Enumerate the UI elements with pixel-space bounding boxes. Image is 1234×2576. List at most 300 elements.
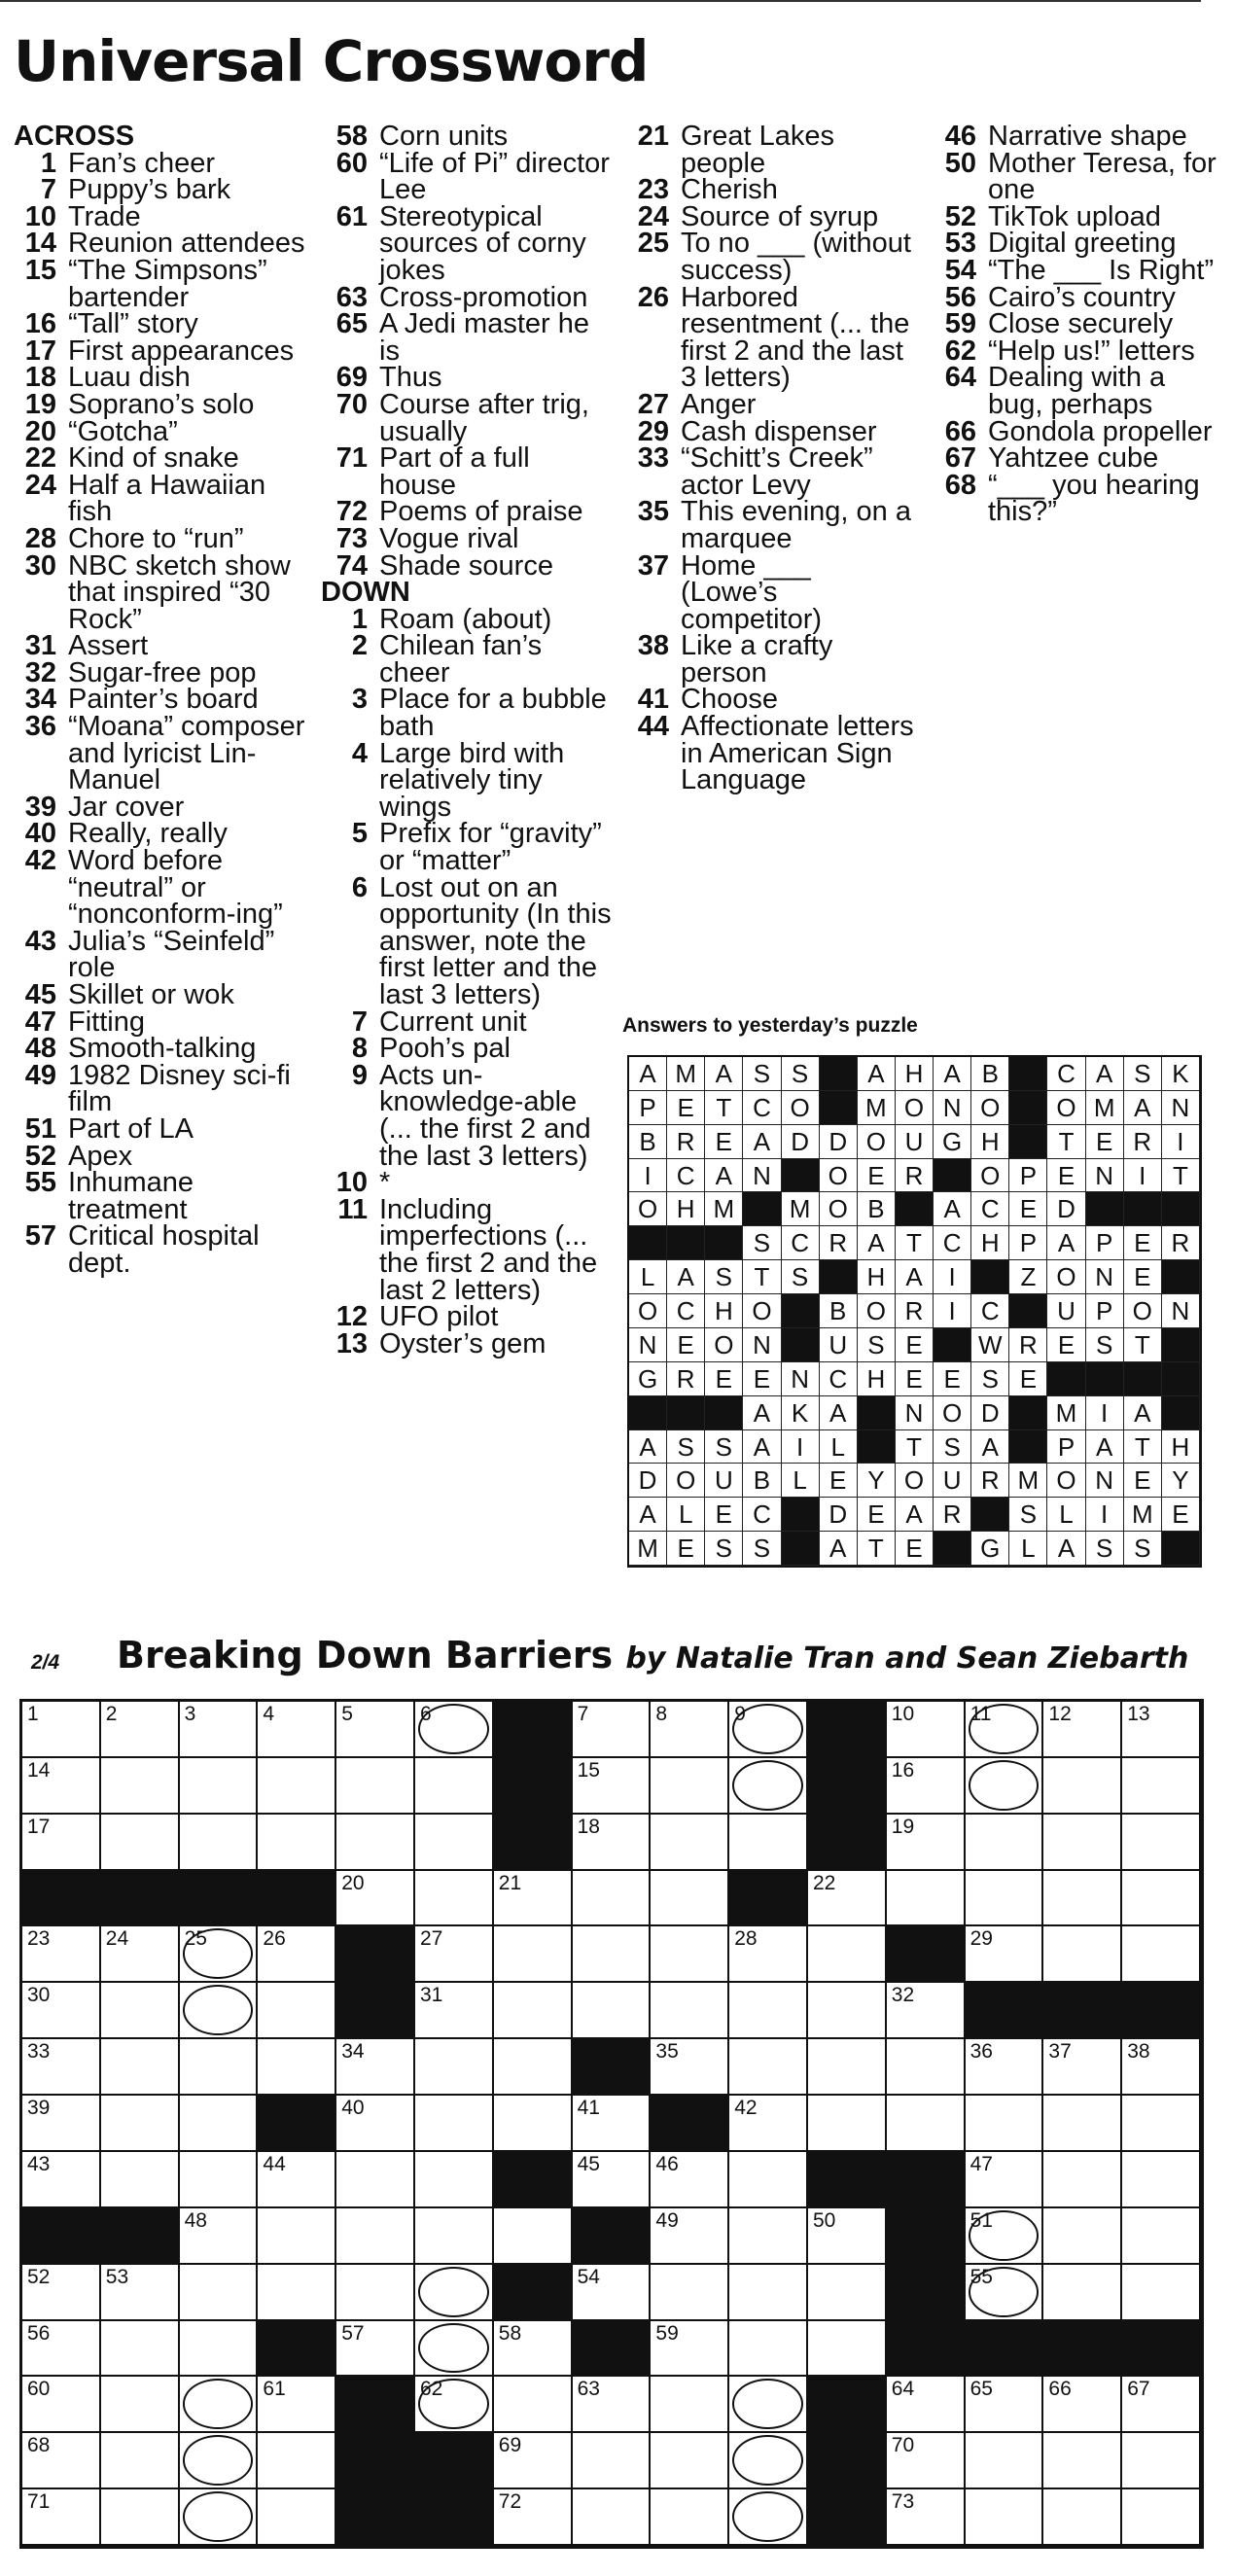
grid-cell[interactable] (258, 1815, 336, 1871)
down-clue-41[interactable] (622, 684, 914, 716)
grid-cell[interactable] (1122, 2489, 1201, 2546)
grid-cell[interactable] (101, 2039, 180, 2096)
across-clue-45[interactable] (14, 979, 315, 1010)
grid-cell[interactable] (415, 1983, 494, 2039)
across-clue-58[interactable] (321, 121, 613, 152)
across-clue-74[interactable] (321, 549, 613, 582)
down-clue-3[interactable] (321, 684, 613, 743)
cell-number: 2 (105, 1703, 118, 1725)
grid-cell[interactable] (651, 2265, 729, 2321)
across-clue-32[interactable] (14, 656, 315, 688)
across-clue-72[interactable] (321, 496, 613, 528)
black-square (573, 2208, 652, 2265)
grid-cell[interactable] (966, 2208, 1044, 2265)
grid-cell[interactable] (573, 2433, 652, 2489)
across-clue-69[interactable] (321, 362, 613, 394)
grid-cell[interactable] (651, 2377, 729, 2433)
grid-cell[interactable] (729, 2377, 808, 2433)
grid-cell[interactable] (1122, 2096, 1201, 2152)
grid-cell[interactable] (1122, 2208, 1201, 2265)
grid-cell[interactable] (966, 1758, 1044, 1815)
answer-cell: E (1009, 1192, 1047, 1226)
grid-cell[interactable] (1122, 2265, 1201, 2321)
grid-cell[interactable] (808, 2321, 887, 2378)
across-clue-30[interactable] (14, 549, 315, 635)
grid-cell[interactable] (101, 1926, 180, 1983)
grid-cell[interactable] (336, 2039, 415, 2096)
grid-cell[interactable] (258, 1702, 336, 1758)
grid-cell[interactable] (808, 2208, 887, 2265)
grid-cell[interactable] (1122, 1926, 1201, 1983)
grid-cell[interactable] (729, 1702, 808, 1758)
grid-cell[interactable] (887, 2039, 966, 2096)
grid-cell[interactable] (651, 1815, 729, 1871)
grid-cell[interactable] (180, 1983, 259, 2039)
grid-cell[interactable] (729, 2433, 808, 2489)
answer-black-square (934, 1159, 971, 1193)
grid-cell[interactable] (258, 2039, 336, 2096)
grid-cell[interactable] (180, 2377, 259, 2433)
grid-cell[interactable] (573, 2096, 652, 2152)
across-clue-57[interactable] (14, 1220, 315, 1279)
grid-cell[interactable] (1122, 2377, 1201, 2433)
clue-text: Thus (379, 362, 442, 394)
grid-cell[interactable] (573, 1926, 652, 1983)
cell-number: 71 (27, 2490, 51, 2514)
grid-cell[interactable] (180, 1702, 259, 1758)
grid-cell[interactable] (808, 1983, 887, 2039)
down-clue-66[interactable] (930, 415, 1221, 447)
grid-cell[interactable] (808, 1871, 887, 1927)
across-clue-15[interactable] (14, 254, 315, 313)
down-clue-59[interactable] (930, 308, 1221, 340)
grid-cell[interactable] (651, 2152, 729, 2208)
down-clue-23[interactable] (622, 174, 914, 206)
across-clue-14[interactable] (14, 230, 315, 258)
grid-cell[interactable] (887, 2096, 966, 2152)
across-clue-19[interactable] (14, 388, 315, 420)
grid-cell[interactable] (180, 2489, 259, 2546)
grid-cell[interactable] (887, 1702, 966, 1758)
across-clue-63[interactable] (321, 281, 613, 313)
black-square (1043, 2321, 1122, 2378)
grid-cell[interactable] (1043, 2039, 1122, 2096)
across-clue-16[interactable] (14, 308, 315, 340)
grid-cell[interactable] (180, 2433, 259, 2489)
grid-cell[interactable] (1043, 2433, 1122, 2489)
grid-cell[interactable] (494, 2433, 573, 2489)
grid-cell[interactable] (180, 1758, 259, 1815)
grid-cell[interactable] (966, 2433, 1044, 2489)
down-clue-26[interactable] (622, 281, 914, 394)
clue-text: “Gotcha” (68, 415, 178, 447)
grid-cell[interactable] (180, 2152, 259, 2208)
across-clue-10[interactable] (14, 200, 315, 232)
grid-cell[interactable] (887, 2489, 966, 2546)
grid-cell[interactable] (808, 2265, 887, 2321)
grid-cell[interactable] (887, 1983, 966, 2039)
cell-number: 35 (655, 2040, 679, 2064)
grid-cell[interactable] (1043, 1815, 1122, 1871)
across-clue-1[interactable] (14, 147, 315, 179)
answer-cell: S (743, 1532, 781, 1566)
grid-cell[interactable] (180, 1815, 259, 1871)
grid-cell[interactable] (966, 2096, 1044, 2152)
grid-cell[interactable] (1122, 1702, 1201, 1758)
answer-cell: E (934, 1362, 971, 1396)
grid-cell[interactable] (180, 2039, 259, 2096)
grid-cell[interactable] (494, 2321, 573, 2378)
grid-cell[interactable] (258, 1926, 336, 1983)
clue-text: Part of a full house (379, 442, 530, 501)
grid-cell[interactable] (101, 1983, 180, 2039)
down-clue-9[interactable] (321, 1059, 613, 1172)
across-clue-48[interactable] (14, 1033, 315, 1065)
grid-cell[interactable] (22, 2265, 101, 2321)
grid-cell[interactable] (651, 1983, 729, 2039)
grid-cell[interactable] (966, 2265, 1044, 2321)
grid-cell[interactable] (1043, 2489, 1122, 2546)
grid-cell[interactable] (22, 2096, 101, 2152)
grid-cell[interactable] (101, 2152, 180, 2208)
down-clue-11[interactable] (321, 1193, 613, 1306)
grid-cell[interactable] (415, 2265, 494, 2321)
answer-cell: C (782, 1226, 820, 1260)
grid-cell[interactable] (573, 2265, 652, 2321)
clue-text: * (379, 1167, 391, 1199)
across-clue-39[interactable] (14, 791, 315, 823)
grid-cell[interactable] (729, 2321, 808, 2378)
clue-number: 38 (637, 630, 669, 662)
grid-cell[interactable] (1122, 2152, 1201, 2208)
grid-cell[interactable] (415, 1871, 494, 1927)
grid-cell[interactable] (258, 1758, 336, 1815)
grid-cell[interactable] (415, 2039, 494, 2096)
grid-cell[interactable] (651, 2489, 729, 2546)
across-clue-18[interactable] (14, 362, 315, 394)
grid-cell[interactable] (1043, 2152, 1122, 2208)
clue-number: 40 (24, 818, 56, 850)
grid-cell[interactable] (22, 2489, 101, 2546)
grid-cell[interactable] (22, 2433, 101, 2489)
grid-cell[interactable] (258, 2208, 336, 2265)
grid-cell[interactable] (336, 2208, 415, 2265)
grid-cell[interactable] (729, 2152, 808, 2208)
down-clue-33[interactable] (622, 442, 914, 501)
grid-cell[interactable] (22, 1758, 101, 1815)
grid-cell[interactable] (1043, 2377, 1122, 2433)
grid-cell[interactable] (1122, 1758, 1201, 1815)
grid-cell[interactable] (180, 2208, 259, 2265)
down-clue-10[interactable] (321, 1167, 613, 1199)
grid-cell[interactable] (966, 2489, 1044, 2546)
across-clue-70[interactable] (321, 388, 613, 447)
grid-cell[interactable] (494, 2039, 573, 2096)
grid-cell[interactable] (494, 1983, 573, 2039)
grid-cell[interactable] (729, 2039, 808, 2096)
grid-cell[interactable] (966, 1871, 1044, 1927)
grid-cell[interactable] (651, 2039, 729, 2096)
grid-cell[interactable] (1043, 1702, 1122, 1758)
grid-cell[interactable] (336, 2321, 415, 2378)
grid-cell[interactable] (494, 1926, 573, 1983)
grid-cell[interactable] (101, 1702, 180, 1758)
grid-cell[interactable] (494, 2377, 573, 2433)
across-clue-71[interactable] (321, 442, 613, 501)
across-clue-17[interactable] (14, 335, 315, 367)
grid-cell[interactable] (101, 1815, 180, 1871)
grid-cell[interactable] (101, 2489, 180, 2546)
grid-cell[interactable] (22, 2039, 101, 2096)
grid-cell[interactable] (573, 1815, 652, 1871)
grid-cell[interactable] (1122, 1871, 1201, 1927)
down-clue-29[interactable] (622, 415, 914, 447)
clue-number: 58 (335, 121, 368, 152)
grid-cell[interactable] (1122, 2433, 1201, 2489)
grid-cell[interactable] (22, 1702, 101, 1758)
grid-cell[interactable] (415, 1702, 494, 1758)
grid-cell[interactable] (494, 2208, 573, 2265)
down-clue-50[interactable] (930, 147, 1221, 206)
across-clue-61[interactable] (321, 200, 613, 286)
grid-cell[interactable] (573, 1702, 652, 1758)
grid-cell[interactable] (22, 1815, 101, 1871)
across-clue-31[interactable] (14, 630, 315, 662)
grid-cell[interactable] (966, 2377, 1044, 2433)
across-clue-24[interactable] (14, 469, 315, 528)
down-clue-54[interactable] (930, 254, 1221, 286)
answer-cell: R (934, 1498, 971, 1532)
down-clue-56[interactable] (930, 281, 1221, 313)
down-clue-68[interactable] (930, 469, 1221, 528)
down-clue-4[interactable] (321, 737, 613, 823)
down-clue-7[interactable] (321, 1006, 613, 1038)
grid-cell[interactable] (966, 1926, 1044, 1983)
grid-cell[interactable] (1043, 1926, 1122, 1983)
grid-cell[interactable] (336, 2265, 415, 2321)
grid-cell[interactable] (808, 2039, 887, 2096)
grid-cell[interactable] (729, 2096, 808, 2152)
grid-cell[interactable] (887, 1871, 966, 1927)
across-clue-42[interactable] (14, 845, 315, 931)
grid-cell[interactable] (415, 1758, 494, 1815)
grid-cell[interactable] (258, 2433, 336, 2489)
across-clue-52[interactable] (14, 1140, 315, 1172)
grid-cell[interactable] (729, 2208, 808, 2265)
grid-cell[interactable] (415, 2096, 494, 2152)
answer-cell: M (782, 1192, 820, 1226)
clue-number: 2 (351, 630, 368, 662)
grid-cell[interactable] (101, 2321, 180, 2378)
grid-cell[interactable] (966, 2152, 1044, 2208)
grid-cell[interactable] (887, 2377, 966, 2433)
grid-cell[interactable] (415, 1926, 494, 1983)
answer-cell: B (629, 1125, 667, 1159)
answer-black-square (934, 1532, 971, 1566)
grid-cell[interactable] (1122, 2039, 1201, 2096)
grid-cell[interactable] (573, 1871, 652, 1927)
grid-cell[interactable] (651, 1926, 729, 1983)
grid-cell[interactable] (415, 2321, 494, 2378)
across-clue-65[interactable] (321, 308, 613, 367)
grid-cell[interactable] (1043, 2096, 1122, 2152)
grid-cell[interactable] (22, 2152, 101, 2208)
grid-cell[interactable] (1043, 2208, 1122, 2265)
down-clue-8[interactable] (321, 1033, 613, 1065)
down-clue-27[interactable] (622, 388, 914, 420)
grid-cell[interactable] (729, 1758, 808, 1815)
across-clue-34[interactable] (14, 684, 315, 716)
grid-cell[interactable] (651, 2433, 729, 2489)
down-clue-52[interactable] (930, 200, 1221, 232)
across-clue-43[interactable] (14, 925, 315, 984)
down-clue-2[interactable] (321, 630, 613, 688)
grid-cell[interactable] (808, 2096, 887, 2152)
clue-number: 20 (24, 415, 56, 447)
grid-cell[interactable] (887, 2433, 966, 2489)
black-square (808, 1758, 887, 1815)
grid-cell[interactable] (966, 1702, 1044, 1758)
down-clue-5[interactable] (321, 818, 613, 877)
grid-cell[interactable] (180, 2321, 259, 2378)
down-clue-24[interactable] (622, 200, 914, 232)
grid-cell[interactable] (22, 1983, 101, 2039)
down-clue-13[interactable] (321, 1327, 613, 1359)
across-clue-55[interactable] (14, 1167, 315, 1225)
down-clue-44[interactable] (622, 711, 914, 796)
across-clue-36[interactable] (14, 711, 315, 796)
grid-cell[interactable] (651, 1871, 729, 1927)
grid-cell[interactable] (336, 2152, 415, 2208)
grid-cell[interactable] (729, 2265, 808, 2321)
clue-text: A Jedi master he is (379, 308, 589, 367)
down-clue-46[interactable] (930, 121, 1221, 152)
grid-cell[interactable] (101, 2096, 180, 2152)
cell-number: 7 (577, 1703, 589, 1725)
down-clue-1[interactable] (321, 603, 613, 635)
down-clue-62[interactable] (930, 335, 1221, 367)
cell-number: 27 (420, 1927, 443, 1951)
clue-text: Choose (681, 684, 778, 716)
grid-cell[interactable] (1043, 1871, 1122, 1927)
answer-black-square (934, 1328, 971, 1362)
grid-cell[interactable] (101, 2265, 180, 2321)
cell-number: 65 (970, 2378, 993, 2401)
grid-cell[interactable] (573, 2377, 652, 2433)
down-clue-64[interactable] (930, 362, 1221, 420)
grid-cell[interactable] (258, 2265, 336, 2321)
grid-cell[interactable] (1043, 2265, 1122, 2321)
across-clue-60[interactable] (321, 147, 613, 206)
grid-cell[interactable] (336, 1871, 415, 1927)
grid-cell[interactable] (573, 1983, 652, 2039)
answer-cell: U (896, 1125, 934, 1159)
grid-cell[interactable] (573, 2489, 652, 2546)
grid-cell[interactable] (101, 1758, 180, 1815)
grid-cell[interactable] (258, 2152, 336, 2208)
grid-cell[interactable] (494, 1871, 573, 1927)
across-clue-51[interactable] (14, 1112, 315, 1145)
down-clue-6[interactable] (321, 871, 613, 1010)
grid-cell[interactable] (1122, 1815, 1201, 1871)
grid-cell[interactable] (22, 1926, 101, 1983)
grid-cell[interactable] (573, 2152, 652, 2208)
across-clue-49[interactable] (14, 1059, 315, 1118)
grid-cell[interactable] (729, 1983, 808, 2039)
grid-cell[interactable] (22, 2377, 101, 2433)
answer-cell: O (629, 1192, 667, 1226)
grid-cell[interactable] (887, 1758, 966, 1815)
grid-cell[interactable] (415, 1815, 494, 1871)
down-clue-67[interactable] (930, 442, 1221, 475)
cell-number: 64 (891, 2378, 915, 2401)
grid-cell[interactable] (101, 2377, 180, 2433)
grid-cell[interactable] (729, 1815, 808, 1871)
grid-cell[interactable] (494, 2096, 573, 2152)
grid-cell[interactable] (729, 1926, 808, 1983)
down-clue-37[interactable] (622, 549, 914, 635)
grid-cell[interactable] (180, 1926, 259, 1983)
down-clue-25[interactable] (622, 230, 914, 284)
grid-cell[interactable] (966, 1815, 1044, 1871)
answer-cell: O (1047, 1260, 1085, 1294)
answer-cell: O (1047, 1091, 1085, 1125)
across-clue-28[interactable] (14, 522, 315, 554)
grid-cell[interactable] (180, 2265, 259, 2321)
grid-cell[interactable] (415, 2208, 494, 2265)
across-clue-40[interactable] (14, 818, 315, 850)
grid-cell[interactable] (258, 1983, 336, 2039)
down-clue-35[interactable] (622, 496, 914, 554)
down-clue-12[interactable] (321, 1301, 613, 1333)
grid-cell[interactable] (258, 2489, 336, 2546)
grid-cell[interactable] (101, 2433, 180, 2489)
grid-cell[interactable] (494, 2489, 573, 2546)
grid-cell[interactable] (887, 1815, 966, 1871)
grid-cell[interactable] (651, 2208, 729, 2265)
grid-cell[interactable] (336, 1702, 415, 1758)
grid-cell[interactable] (415, 2152, 494, 2208)
across-clue-7[interactable] (14, 174, 315, 206)
answer-cell: G (629, 1362, 667, 1396)
down-clue-53[interactable] (930, 230, 1221, 258)
grid-cell[interactable] (180, 2096, 259, 2152)
across-clue-20[interactable] (14, 415, 315, 447)
grid-cell[interactable] (729, 2489, 808, 2546)
grid-cell[interactable] (336, 2096, 415, 2152)
answer-cell: I (1162, 1125, 1200, 1159)
down-clue-38[interactable] (622, 630, 914, 688)
answer-cell: R (667, 1362, 705, 1396)
grid-cell[interactable] (258, 2377, 336, 2433)
grid-cell[interactable] (415, 2377, 494, 2433)
cell-number: 53 (105, 2265, 129, 2288)
grid-cell[interactable] (573, 1758, 652, 1815)
grid-cell[interactable] (651, 1758, 729, 1815)
grid-cell[interactable] (808, 1926, 887, 1983)
grid-cell[interactable] (336, 1815, 415, 1871)
across-clue-73[interactable] (321, 522, 613, 554)
grid-cell[interactable] (336, 1758, 415, 1815)
grid-cell[interactable] (1043, 1758, 1122, 1815)
across-clue-47[interactable] (14, 1006, 315, 1038)
across-clue-22[interactable] (14, 442, 315, 475)
grid-cell[interactable] (651, 2321, 729, 2378)
down-clue-21[interactable] (622, 121, 914, 179)
grid-cell[interactable] (22, 2321, 101, 2378)
grid-cell[interactable] (651, 1702, 729, 1758)
grid-cell[interactable] (966, 2039, 1044, 2096)
